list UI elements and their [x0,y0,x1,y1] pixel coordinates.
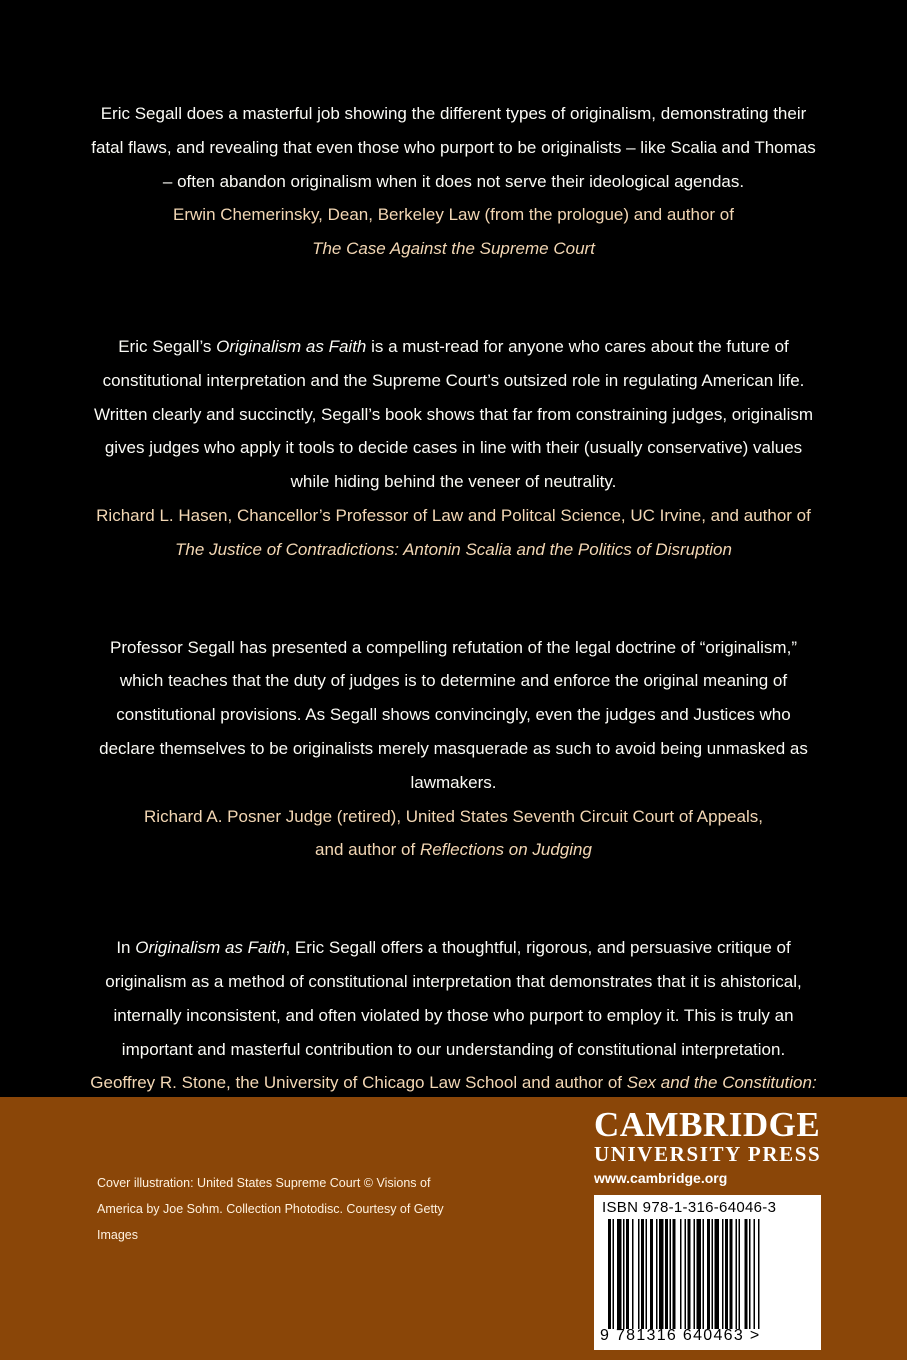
attribution-lead: and author of [315,840,420,860]
endorsement-attribution: Richard A. Posner Judge (retired), United States Seventh Circuit Court of Appeals, [144,806,763,826]
endorsement-attribution: Erwin Chemerinsky, Dean, Berkeley Law (from the prologue) and author of [173,205,734,225]
publisher-subname: UNIVERSITY PRESS [594,1142,822,1166]
barcode-bar [749,1219,751,1329]
barcode-bar [685,1219,687,1329]
barcode-bar [617,1219,622,1329]
endorsement-attribution: Richard L. Hasen, Chancellor’s Professor of Law and Politcal Science, UC Irvine, and author of [96,505,811,525]
endorsements [90,97,817,1198]
barcode-bar [758,1219,760,1329]
publisher-name: CAMBRIDGE [594,1105,821,1144]
barcode-bar [623,1219,625,1329]
publisher-logo [594,1107,830,1191]
attribution-text: Geoffrey R. Stone, the University of Chicago Law School and author of [90,1073,627,1093]
barcode-bar [650,1219,653,1329]
barcode-bar [730,1219,733,1329]
barcode-bar [739,1219,741,1329]
barcode-bar [745,1219,748,1329]
barcode-bar [725,1219,728,1329]
barcode-digits: 9 781316 640463 > [600,1327,761,1344]
barcode-bar [670,1219,672,1329]
endorsement-work-title: The Justice of Contradictions: Antonin Scalia and the Politics of Disruption [175,539,732,559]
barcode-bar [638,1219,640,1329]
endorsement-work-title: Reflections on Judging [419,840,592,860]
barcode-bar [703,1219,705,1329]
barcode-bar [715,1219,720,1329]
book-title: Originalism as Faith [135,938,286,958]
endorsement-attribution [90,1066,817,1100]
endorsement-work-title: Sex and the Constitution: [626,1073,817,1093]
barcode-bar [659,1219,664,1329]
publisher-url: www.cambridge.org [594,1170,728,1186]
book-title: Originalism as Faith [216,336,367,356]
barcode-bar [608,1219,611,1329]
endorsement-quote [90,931,817,1066]
barcode-bar [641,1219,644,1329]
barcode-bar [697,1219,702,1329]
barcode-bar [707,1219,710,1329]
barcode-bar [688,1219,691,1329]
barcode-bars [608,1219,808,1329]
barcode-bar [665,1219,668,1329]
quote-lead: In [116,938,136,958]
endorsement-quote [90,330,817,499]
endorsement-posner [90,631,817,868]
barcode-bar [646,1219,648,1329]
cover-credit: Cover illustration: United States Supreme Court © Visions of America by Joe Sohm. Collection Photodisc. Courtesy of Getty Images [97,1176,444,1242]
endorsement-quote: Eric Segall does a masterful job showing the different types of originalism, demonstrating their fatal flaws, and revealing that even those who purport to be originalists – like Scalia and Thomas – often abandon originalism when it does not serve their ideological agendas. [91,104,816,191]
endorsement-quote: Professor Segall has presented a compelling refutation of the legal doctrine of “originalism,” which teaches that the duty of judges is to determine and enforce the original meaning of constitutional provisions. As Segall shows convincingly, even the judges and Justices who declare themselves to be originalists merely masquerade as such to avoid being unmasked as lawmakers. [99,637,808,792]
barcode-bar [712,1219,714,1329]
footer-band [0,1097,907,1360]
endorsement-work-title: The Case Against the Supreme Court [312,239,595,259]
quote-lead: Eric Segall’s [118,336,217,356]
quote-text: , Eric Segall offers a thoughtful, rigorous, and persuasive critique of originalism as a method of constitutional interpretation that demonstrates that it is ahistorical, internally inconsistent, and often violated by those who purport to employ it. This is truly an important and masterful contribution to our understanding of constitutional interpretation. [105,938,802,1059]
barcode-bar [694,1219,696,1329]
barcode-bar [613,1219,615,1329]
barcode-bar [656,1219,658,1329]
barcode-bar [632,1219,634,1329]
isbn-label: ISBN 978-1-316-64046-3 [602,1199,777,1216]
endorsement-attribution-cont [90,833,817,867]
isbn-barcode [594,1195,821,1350]
barcode-bar [736,1219,738,1329]
barcode-bar [626,1219,629,1329]
endorsement-chemerinsky [90,97,817,266]
endorsement-hasen [90,330,817,567]
barcode-bar [722,1219,724,1329]
quote-text: is a must-read for anyone who cares about the future of constitutional interpretation and the Supreme Court’s outsized role in regulating American life. Written clearly and succinctly, Segall’s book shows that far from constraining judges, originalism gives judges who apply it tools to decide cases in line with their (usually conservative) values while hiding behind the veneer of neutrality. [93,336,814,492]
barcode-bar [754,1219,756,1329]
barcode-bar [673,1219,676,1329]
barcode-bar [680,1219,682,1329]
